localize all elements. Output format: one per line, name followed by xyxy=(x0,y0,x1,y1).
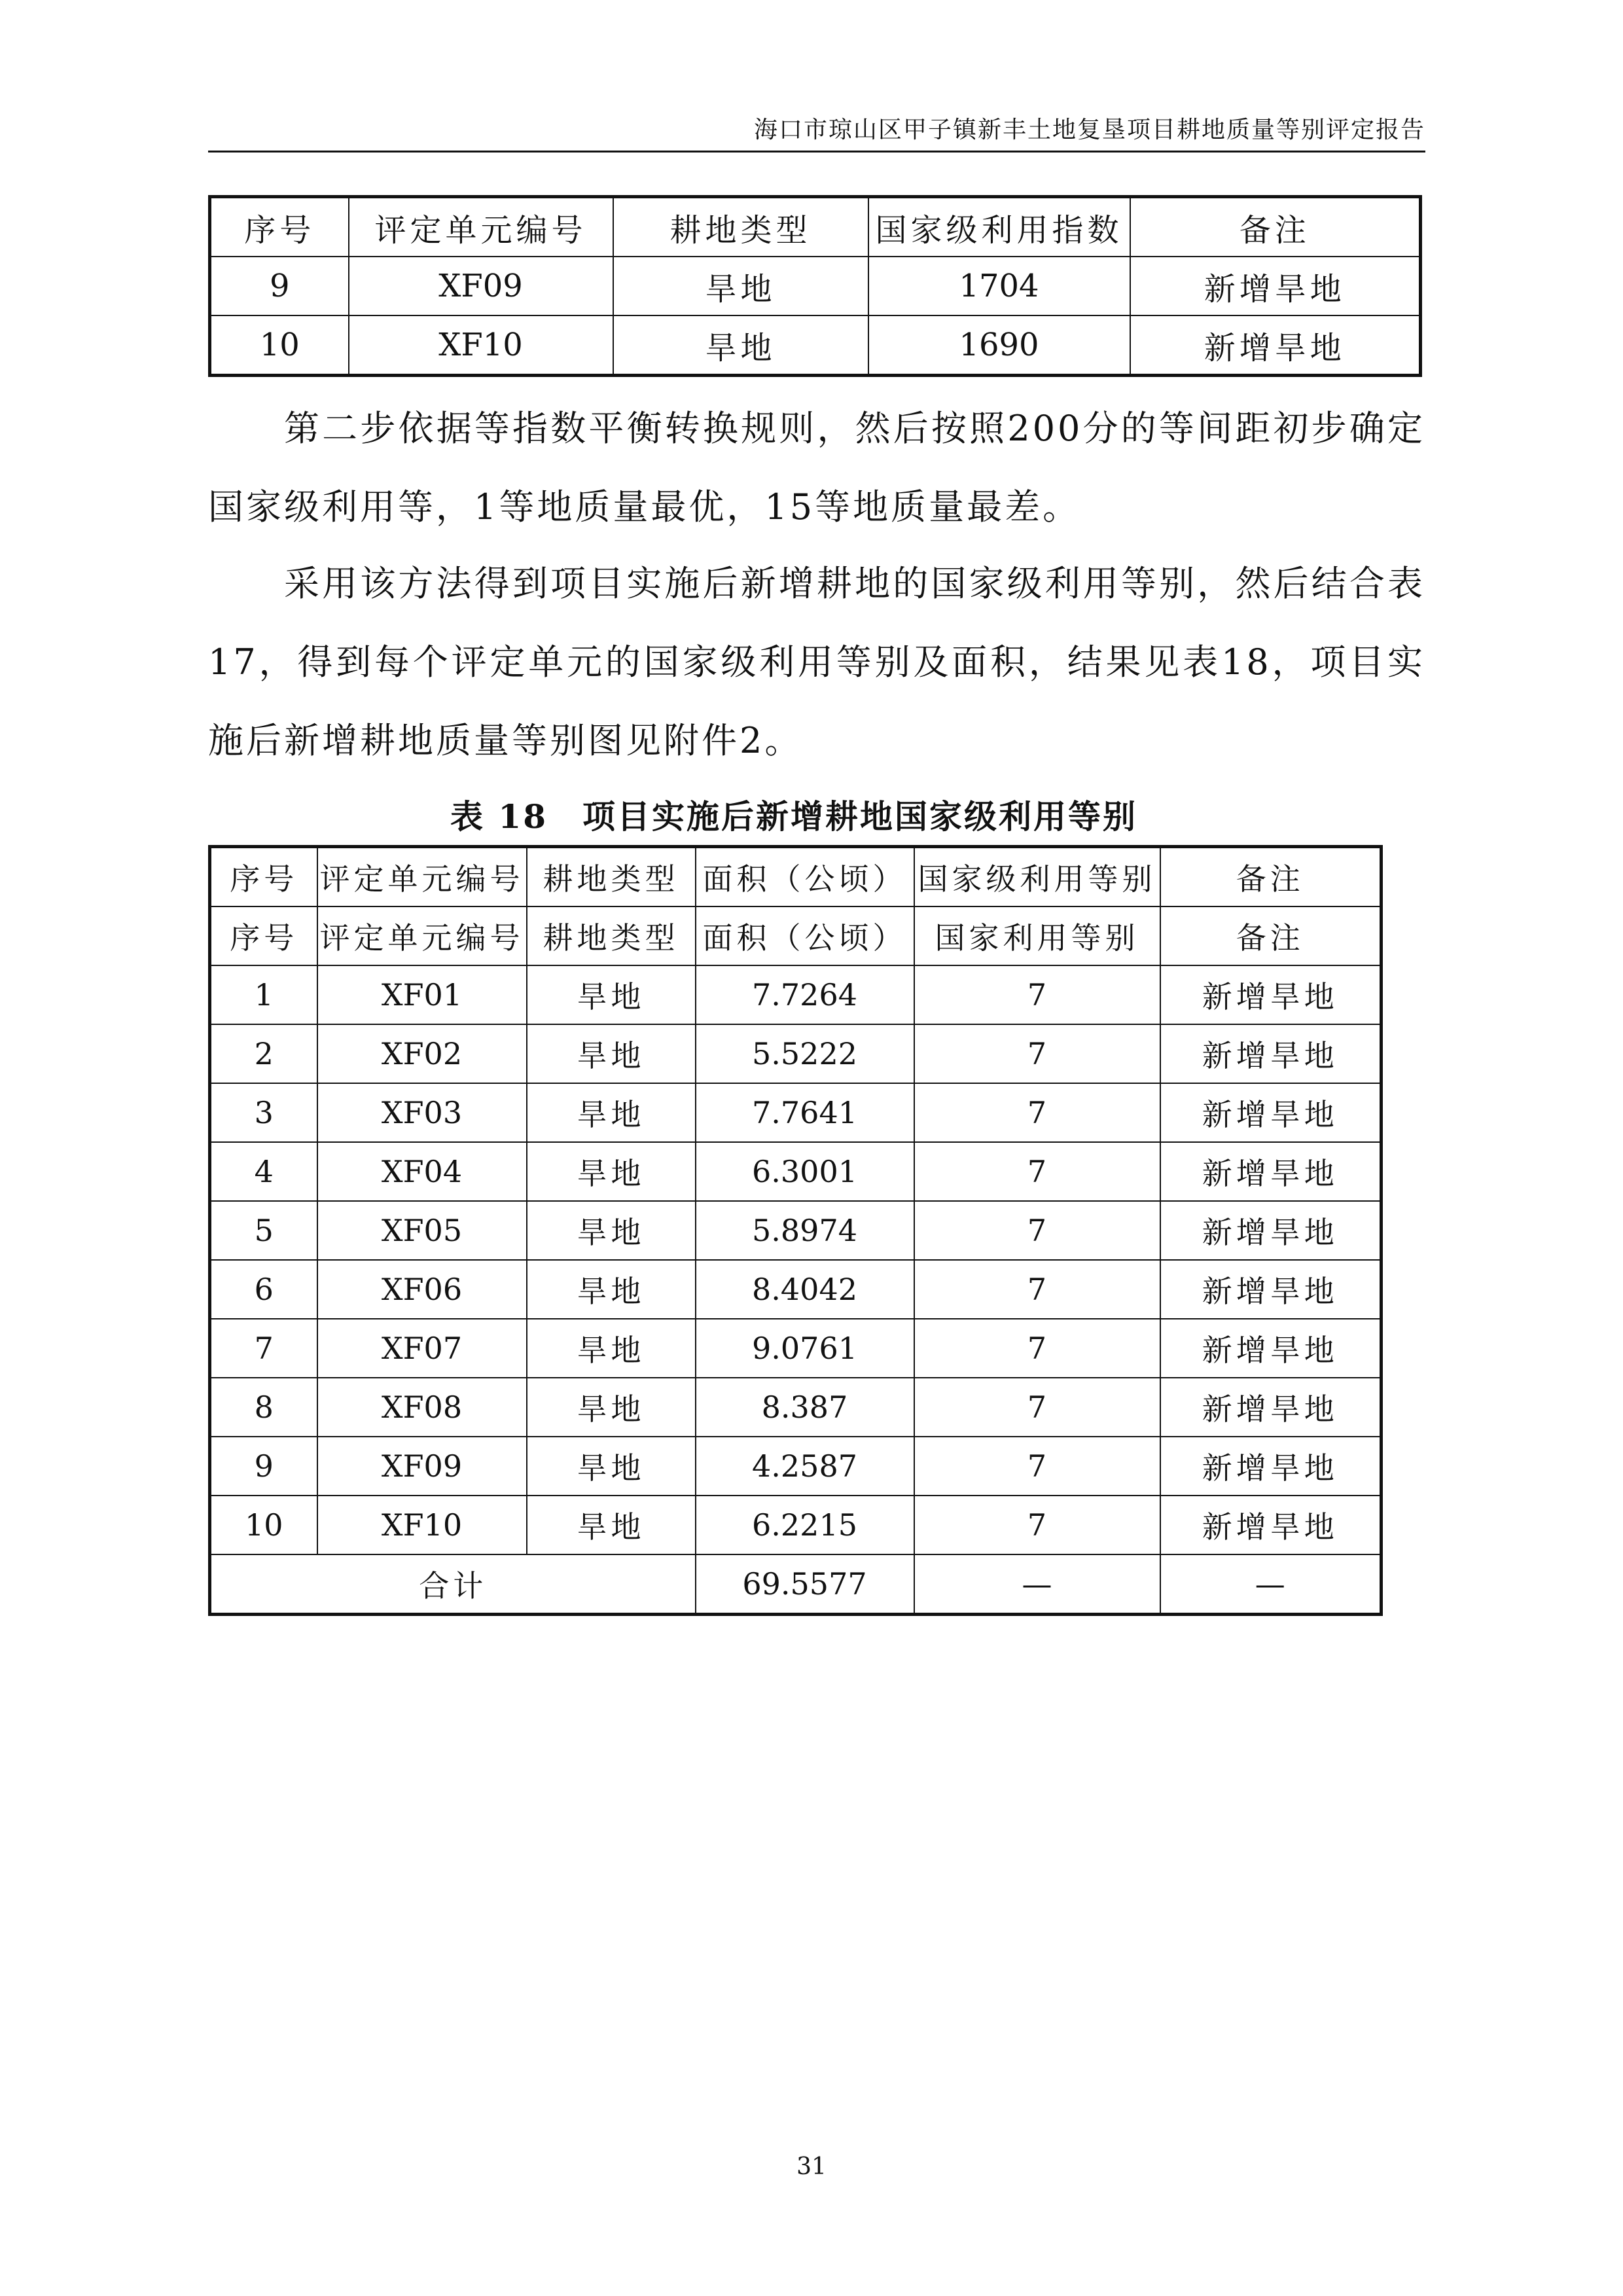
table-cell: 7 xyxy=(210,1319,317,1378)
table-cell: 耕地类型 xyxy=(527,906,696,965)
table-cell: XF05 xyxy=(317,1201,527,1260)
table-cell: 7 xyxy=(914,965,1160,1024)
table-cell: XF09 xyxy=(349,257,613,315)
table-cell: 10 xyxy=(210,1496,317,1554)
table-cell: 5 xyxy=(210,1201,317,1260)
table-cell: 新增旱地 xyxy=(1160,1083,1382,1142)
table-row xyxy=(210,965,1382,1024)
table-cell: 备注 xyxy=(1160,906,1382,965)
table-row xyxy=(210,1024,1382,1083)
page-number: 31 xyxy=(796,2153,827,2180)
table-cell: 新增旱地 xyxy=(1160,1260,1382,1319)
table-cell: 旱地 xyxy=(527,1319,696,1378)
table-cell: 9 xyxy=(210,1437,317,1496)
paragraph: 第二步依据等指数平衡转换规则，然后按照200分的等间距初步确定国家级利用等，1等地质量最优，15等地质量最差。 xyxy=(208,408,1425,528)
table-cell: 7.7264 xyxy=(696,965,914,1024)
table-row xyxy=(210,1201,1382,1260)
table-cell: XF06 xyxy=(317,1260,527,1319)
table-cell: 7 xyxy=(914,1378,1160,1437)
table-cell: 旱地 xyxy=(527,1496,696,1554)
table-cell: 新增旱地 xyxy=(1160,1496,1382,1554)
table-cell: 旱地 xyxy=(527,1024,696,1083)
table-cell: 新增旱地 xyxy=(1160,1201,1382,1260)
table-cell: 耕地类型 xyxy=(613,197,868,257)
table-cell: 旱地 xyxy=(613,257,868,315)
table-cell: 7 xyxy=(914,1319,1160,1378)
table-cell: 7.7641 xyxy=(696,1083,914,1142)
table-row xyxy=(210,1083,1382,1142)
table-cell: 新增旱地 xyxy=(1130,315,1421,376)
table-cell: 耕地类型 xyxy=(527,847,696,907)
table-row xyxy=(210,1496,1382,1554)
table-cell: 国家级利用指数 xyxy=(868,197,1130,257)
total-note: — xyxy=(1160,1554,1382,1615)
table-cell: 新增旱地 xyxy=(1160,1319,1382,1378)
table-cell: XF03 xyxy=(317,1083,527,1142)
table-cell: 新增旱地 xyxy=(1130,257,1421,315)
table-cell: 5.5222 xyxy=(696,1024,914,1083)
table-cell: 1704 xyxy=(868,257,1130,315)
table-cell: 旱地 xyxy=(527,1083,696,1142)
table-cell: XF10 xyxy=(317,1496,527,1554)
table-cell: 面积（公顷） xyxy=(696,906,914,965)
table-cell: 备注 xyxy=(1160,847,1382,907)
table-cell: 新增旱地 xyxy=(1160,1142,1382,1201)
table-row xyxy=(210,1142,1382,1201)
table-cell: 8 xyxy=(210,1378,317,1437)
table-cell: 9.0761 xyxy=(696,1319,914,1378)
table-cell: 国家利用等别 xyxy=(914,906,1160,965)
table-caption: 表 18 项目实施后新增耕地国家级利用等别 xyxy=(450,797,1137,836)
table-cell: 4.2587 xyxy=(696,1437,914,1496)
table-cell: 7 xyxy=(914,1201,1160,1260)
table-cell: 10 xyxy=(210,315,349,376)
page-header: 海口市琼山区甲子镇新丰土地复垦项目耕地质量等别评定报告 xyxy=(753,117,1425,143)
table-cell: 4 xyxy=(210,1142,317,1201)
table-cell: 旱地 xyxy=(527,1437,696,1496)
table-cell: 面积（公顷） xyxy=(696,847,914,907)
table-cell: XF09 xyxy=(317,1437,527,1496)
table-row xyxy=(210,1437,1382,1496)
table-cell: XF10 xyxy=(349,315,613,376)
table-cell: 7 xyxy=(914,1083,1160,1142)
table-cell: 2 xyxy=(210,1024,317,1083)
table-cell: 旱地 xyxy=(527,1378,696,1437)
table-cell: 序号 xyxy=(210,906,317,965)
table-cell: 5.8974 xyxy=(696,1201,914,1260)
index-table-body xyxy=(210,197,1421,376)
table-cell: 6.2215 xyxy=(696,1496,914,1554)
table-row xyxy=(210,257,1421,315)
table-cell: 旱地 xyxy=(613,315,868,376)
table-cell: 备注 xyxy=(1130,197,1421,257)
table-cell: 7 xyxy=(914,1496,1160,1554)
table-row xyxy=(210,1260,1382,1319)
table-cell: 新增旱地 xyxy=(1160,1024,1382,1083)
table-cell: 国家级利用等别 xyxy=(914,847,1160,907)
table-cell: 序号 xyxy=(210,847,317,907)
table-cell: 7 xyxy=(914,1437,1160,1496)
total-area: 69.5577 xyxy=(696,1554,914,1615)
table-cell: XF01 xyxy=(317,965,527,1024)
table-cell: 旱地 xyxy=(527,1260,696,1319)
table-cell: 7 xyxy=(914,1260,1160,1319)
table-cell: 旱地 xyxy=(527,965,696,1024)
table-cell: XF04 xyxy=(317,1142,527,1201)
table-cell: 新增旱地 xyxy=(1160,1437,1382,1496)
table-cell: 8.4042 xyxy=(696,1260,914,1319)
table-cell: 6 xyxy=(210,1260,317,1319)
table-header-row xyxy=(210,197,1421,257)
table-cell: 序号 xyxy=(210,197,349,257)
table-cell: XF07 xyxy=(317,1319,527,1378)
grade-table xyxy=(208,845,1383,1616)
table-row xyxy=(210,1378,1382,1437)
table-cell: XF08 xyxy=(317,1378,527,1437)
table-cell: 旱地 xyxy=(527,1201,696,1260)
table-cell: 1 xyxy=(210,965,317,1024)
table-cell: 3 xyxy=(210,1083,317,1142)
index-table xyxy=(208,195,1422,377)
table-cell: XF02 xyxy=(317,1024,527,1083)
table-row xyxy=(210,315,1421,376)
header-rule xyxy=(208,151,1425,152)
table-cell: 7 xyxy=(914,1024,1160,1083)
paragraph: 采用该方法得到项目实施后新增耕地的国家级利用等别，然后结合表17，得到每个评定单元的国家级利用等别及面积，结果见表18，项目实施后新增耕地质量等别图见附件2。 xyxy=(208,563,1425,761)
table-cell: 1690 xyxy=(868,315,1130,376)
table-row xyxy=(210,1319,1382,1378)
table-cell: 新增旱地 xyxy=(1160,1378,1382,1437)
table-cell: 6.3001 xyxy=(696,1142,914,1201)
total-grade: — xyxy=(914,1554,1160,1615)
table-cell: 评定单元编号 xyxy=(317,906,527,965)
table-cell: 评定单元编号 xyxy=(349,197,613,257)
table-total-row xyxy=(210,1554,1382,1615)
table-cell: 评定单元编号 xyxy=(317,847,527,907)
table-cell: 9 xyxy=(210,257,349,315)
table-cell: 新增旱地 xyxy=(1160,965,1382,1024)
table-header-row xyxy=(210,847,1382,907)
grade-table-body xyxy=(210,847,1382,1615)
total-label: 合计 xyxy=(210,1554,696,1615)
table-cell: 8.387 xyxy=(696,1378,914,1437)
table-cell: 7 xyxy=(914,1142,1160,1201)
table-cell: 旱地 xyxy=(527,1142,696,1201)
table-header-row xyxy=(210,906,1382,965)
